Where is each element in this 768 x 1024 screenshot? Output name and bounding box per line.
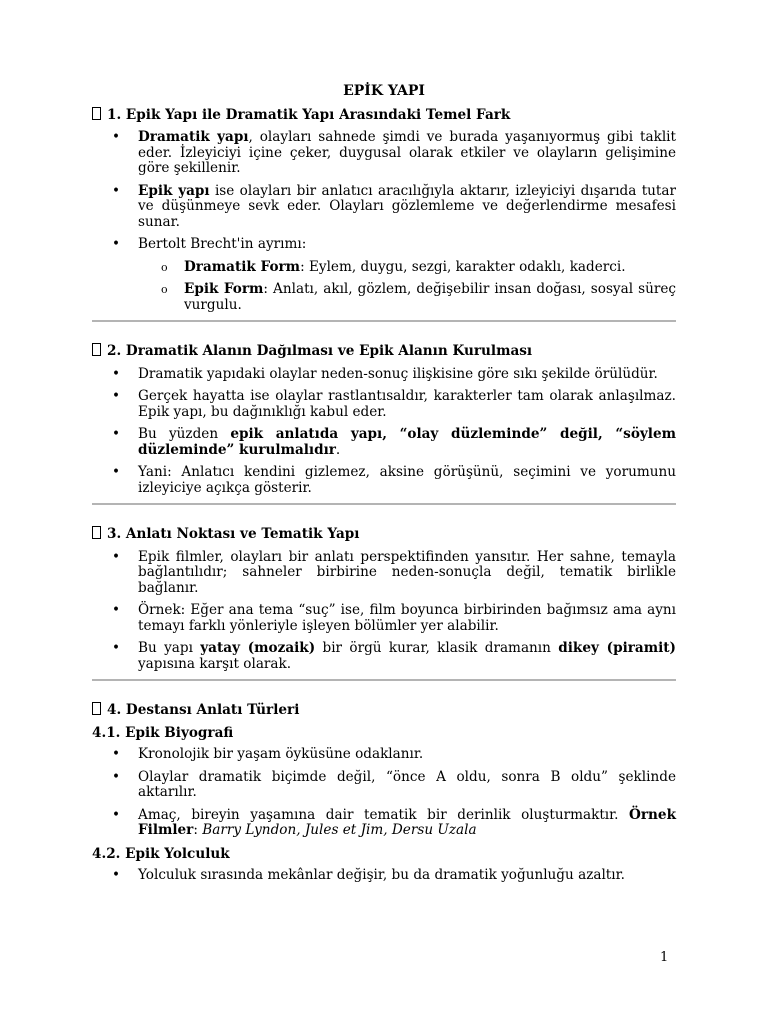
list-item-text: Olaylar dramatik biçimde değil, “önce A oldu, sonra B oldu” şeklinde aktarılır.	[138, 768, 676, 800]
section-2-heading	[92, 342, 676, 360]
checkbox-icon	[92, 107, 101, 120]
sub-list-item	[138, 282, 676, 313]
term-bold: dikey (piramit)	[558, 640, 676, 656]
section-1-heading	[92, 106, 676, 124]
list-item	[92, 184, 676, 231]
list-item	[92, 550, 676, 597]
section-divider	[92, 679, 676, 681]
list-item-text: Örnek: Eğer ana tema “suç” ise, film boyunca birbirinden bağımsız ama aynı temayı farklı yönleriyle işleyen bölümler yer alabilir.	[138, 602, 676, 634]
bullet-icon: •	[112, 464, 121, 480]
section-3-list	[92, 550, 676, 673]
section-4-1-list	[92, 747, 676, 839]
bullet-icon: •	[112, 365, 121, 382]
sub-bullet-icon: o	[161, 283, 168, 296]
list-item	[92, 770, 676, 801]
list-item	[92, 808, 676, 839]
term-bold: Örnek Filmler	[138, 806, 676, 838]
bullet-icon: •	[112, 426, 121, 442]
sub-list-item-text: : Anlatı, akıl, gözlem, değişebilir insan doğası, sosyal süreç vurgulu.	[184, 281, 676, 313]
document-title: EPİK YAPI	[343, 83, 425, 99]
list-item-text: Gerçek hayatta ise olaylar rastlantısaldır, karakterler tam olarak anlaşılmaz. Epik yapı, bu dağınıklığı kabul eder.	[138, 388, 676, 420]
subsection-4-2-title: 4.2. Epik Yolculuk	[92, 845, 230, 862]
list-item-text: ise olayları bir anlatıcı aracılığıyla aktarır, izleyiciyi dışarıda tutar ve düşünmeye sevk eder. Olayları gözlemleme ve değerlendirme mesafesi sunar.	[138, 182, 676, 230]
section-3-heading-text: 3. Anlatı Noktası ve Tematik Yapı	[107, 526, 360, 542]
section-2-heading-text: 2. Dramatik Alanın Dağılması ve Epik Alanın Kurulması	[107, 343, 533, 359]
sub-bullet-icon: o	[161, 260, 168, 274]
page-number: 1	[660, 950, 669, 965]
term-bold: Dramatik Form	[184, 258, 301, 275]
document-page	[92, 84, 676, 891]
list-item-text: yapısına karşıt olarak.	[138, 655, 292, 672]
list-item-text: Bu yapı	[138, 640, 201, 656]
section-divider	[92, 320, 676, 322]
bullet-icon: •	[112, 746, 121, 762]
list-item	[92, 603, 676, 634]
bullet-icon: •	[112, 129, 121, 145]
list-item	[92, 367, 676, 383]
list-item-text: Epik filmler, olayları bir anlatı perspektifinden yansıtır. Her sahne, temayla bağlantılıdır; sahneler birbirine neden-sonuçla değil, tematik birlikle bağlanır.	[138, 548, 676, 596]
sub-list	[138, 260, 676, 314]
section-1-list	[92, 130, 676, 313]
list-item	[92, 465, 676, 496]
list-item-text: Amaç, bireyin yaşamına dair tematik bir derinlik oluşturmaktır.	[138, 806, 630, 823]
list-item-text: .	[335, 441, 341, 458]
bullet-icon: •	[112, 768, 121, 785]
list-item	[92, 389, 676, 420]
sub-list-item	[138, 260, 676, 276]
list-item-text: Bu yüzden	[138, 426, 231, 442]
subsection-4-1-title: 4.1. Epik Biyografi	[92, 724, 234, 741]
list-item	[92, 427, 676, 458]
film-titles: Barry Lyndon, Jules et Jim, Dersu Uzala	[202, 822, 477, 838]
list-item-text: Yani: Anlatıcı kendini gizlemez, aksine görüşünü, seçimini ve yorumunu izleyiciye açıkça gösterir.	[138, 464, 676, 496]
section-4-heading-text: 4. Destansı Anlatı Türleri	[107, 702, 300, 718]
bullet-icon: •	[112, 388, 121, 404]
bullet-icon: •	[112, 640, 121, 656]
list-item	[92, 237, 676, 313]
bullet-icon: •	[112, 867, 121, 883]
list-item	[92, 641, 676, 672]
bullet-icon: •	[112, 236, 121, 252]
bullet-icon: •	[112, 602, 121, 618]
list-item-text: Bertolt Brecht'in ayrımı:	[138, 236, 307, 252]
sub-list-item-text: : Eylem, duygu, sezgi, karakter odaklı, kaderci.	[300, 258, 626, 275]
list-item-text: bir örgü kurar, klasik dramanın	[315, 640, 559, 656]
bullet-icon: •	[112, 182, 121, 199]
checkbox-icon	[92, 343, 101, 356]
section-4-heading	[92, 701, 676, 719]
term-bold: Epik yapı	[138, 182, 210, 199]
bullet-icon: •	[112, 806, 121, 823]
term-bold: Epik Form	[184, 281, 264, 297]
bullet-icon: •	[112, 548, 121, 565]
section-divider	[92, 503, 676, 505]
term-bold: yatay (mozaik)	[200, 640, 316, 656]
term-bold: epik anlatıda yapı, “olay düzleminde” değil, “söylem düzleminde” kurulmalıdır	[138, 426, 676, 458]
section-1-heading-text: 1. Epik Yapı ile Dramatik Yapı Arasındaki Temel Fark	[107, 106, 511, 123]
list-item-text: :	[193, 822, 203, 838]
section-3-heading	[92, 525, 676, 543]
list-item	[92, 130, 676, 177]
list-item	[92, 868, 676, 884]
list-item-text: Kronolojik bir yaşam öyküsüne odaklanır.	[138, 746, 424, 762]
checkbox-icon	[92, 702, 101, 715]
section-2-list	[92, 367, 676, 497]
list-item	[92, 747, 676, 763]
list-item-text: , olayları sahnede şimdi ve burada yaşanıyormuş gibi taklit eder. İzleyiciyi içine çeker, duygusal olarak etkiler ve olayların gelişimine göre şekillenir.	[138, 129, 676, 176]
checkbox-icon	[92, 526, 101, 539]
term-bold: Dramatik yapı	[138, 129, 249, 145]
list-item-text: Dramatik yapıdaki olaylar neden-sonuç ilişkisine göre sıkı şekilde örülüdür.	[138, 365, 658, 382]
list-item-text: Yolculuk sırasında mekânlar değişir, bu da dramatik yoğunluğu azaltır.	[138, 867, 625, 883]
section-4-2-list	[92, 868, 676, 884]
